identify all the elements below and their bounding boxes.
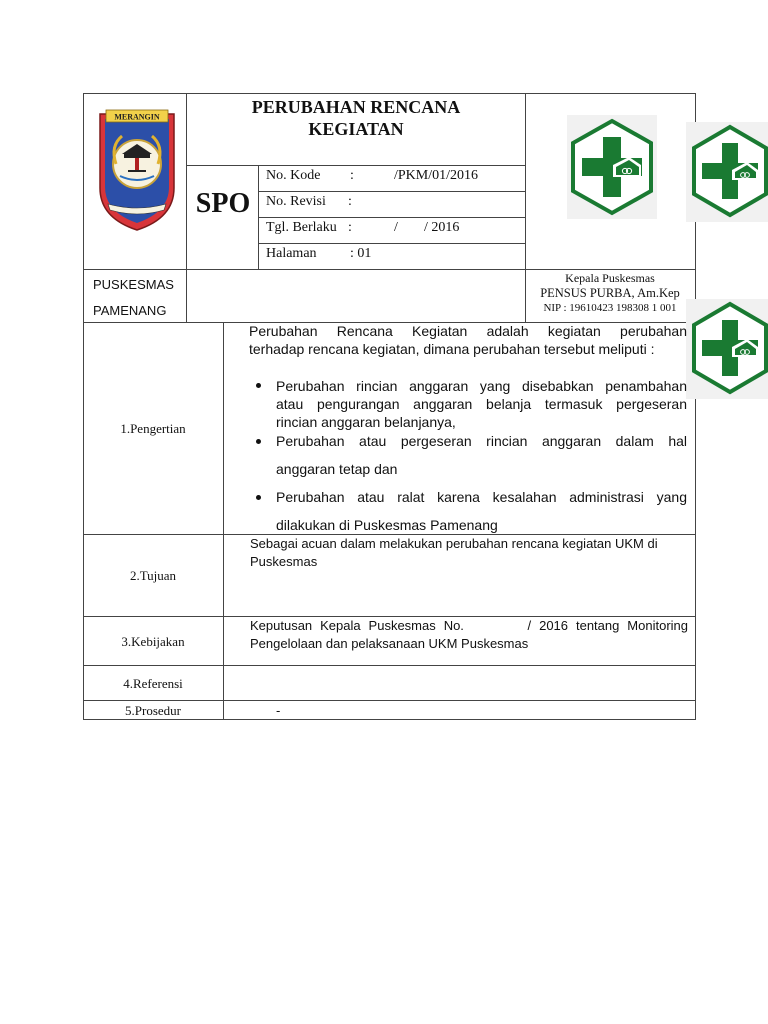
no-revisi-label: No. Revisi bbox=[266, 194, 326, 209]
halaman-value: : 01 bbox=[350, 246, 372, 261]
halaman-label: Halaman bbox=[266, 246, 317, 261]
bullet-1-line-2: atau pengurangan anggaran belanja termasuk pergeseran bbox=[276, 396, 687, 412]
row-label-kebijakan: 3.Kebijakan bbox=[121, 634, 185, 649]
pengertian-line-1: Perubahan Rencana Kegiatan adalah kegiatan perubahan bbox=[249, 323, 687, 339]
tgl-berlaku-slash: / bbox=[394, 220, 398, 235]
merangin-emblem-logo bbox=[94, 106, 180, 234]
logo-banner-text: MERANGIN bbox=[114, 112, 160, 122]
pengertian-line-2: terhadap rencana kegiatan, dimana perubahan tersebut meliputi : bbox=[249, 341, 655, 357]
org-line-1: PUSKESMAS bbox=[93, 277, 174, 292]
puskesmas-logo-icon bbox=[567, 115, 657, 219]
tgl-berlaku-year: / 2016 bbox=[424, 220, 460, 235]
tujuan-line-2: Puskesmas bbox=[250, 554, 318, 569]
prosedur-value: - bbox=[276, 703, 281, 718]
bullet-3-line-2: dilakukan di Puskesmas Pamenang bbox=[276, 517, 498, 533]
row-label-referensi: 4.Referensi bbox=[123, 676, 183, 691]
tgl-berlaku-colon: : bbox=[348, 220, 352, 235]
title-line-1: PERUBAHAN RENCANA bbox=[251, 97, 461, 117]
no-kode-colon: : bbox=[350, 168, 354, 183]
puskesmas-logo-icon-2 bbox=[686, 122, 768, 222]
signature-title: Kepala Puskesmas bbox=[565, 271, 655, 285]
signature-nip: NIP : 19610423 198308 1 001 bbox=[543, 302, 677, 314]
puskesmas-logo-icon-3 bbox=[686, 299, 768, 399]
bullet-1-line-1: Perubahan rincian anggaran yang disebabkan penambahan bbox=[276, 378, 687, 394]
bullet-2-line-2: anggaran tetap dan bbox=[276, 461, 398, 477]
tgl-berlaku-label: Tgl. Berlaku bbox=[266, 220, 337, 235]
row-label-pengertian: 1.Pengertian bbox=[120, 421, 186, 436]
document-title bbox=[188, 96, 524, 140]
bullet-2-line-1: Perubahan atau pergeseran rincian anggaran dalam hal bbox=[276, 433, 687, 449]
kebijakan-line-1: Keputusan Kepala Puskesmas No. / 2016 tentang Monitoring bbox=[250, 618, 688, 633]
org-line-2: PAMENANG bbox=[93, 303, 167, 318]
bullet-3 bbox=[256, 495, 261, 500]
title-line-2: KEGIATAN bbox=[308, 119, 404, 139]
tujuan-line-1: Sebagai acuan dalam melakukan perubahan rencana kegiatan UKM di bbox=[250, 536, 658, 551]
bullet-1 bbox=[256, 383, 261, 388]
bullet-3-line-1: Perubahan atau ralat karena kesalahan administrasi yang bbox=[276, 489, 687, 505]
no-kode-label: No. Kode bbox=[266, 168, 321, 183]
org-name bbox=[93, 272, 174, 324]
no-revisi-colon: : bbox=[348, 194, 352, 209]
kebijakan-line-2: Pengelolaan dan pelaksanaan UKM Puskesmas bbox=[250, 636, 529, 651]
bullet-2 bbox=[256, 439, 261, 444]
signature-name: PENSUS PURBA, Am.Kep bbox=[540, 286, 680, 300]
spo-label: SPO bbox=[195, 188, 251, 219]
row-label-prosedur: 5.Prosedur bbox=[125, 703, 181, 718]
row-label-tujuan: 2.Tujuan bbox=[129, 568, 177, 583]
no-kode-value: /PKM/01/2016 bbox=[394, 168, 479, 183]
signature-block bbox=[527, 271, 693, 316]
bullet-1-line-3: rincian anggaran belanjanya, bbox=[276, 414, 456, 430]
